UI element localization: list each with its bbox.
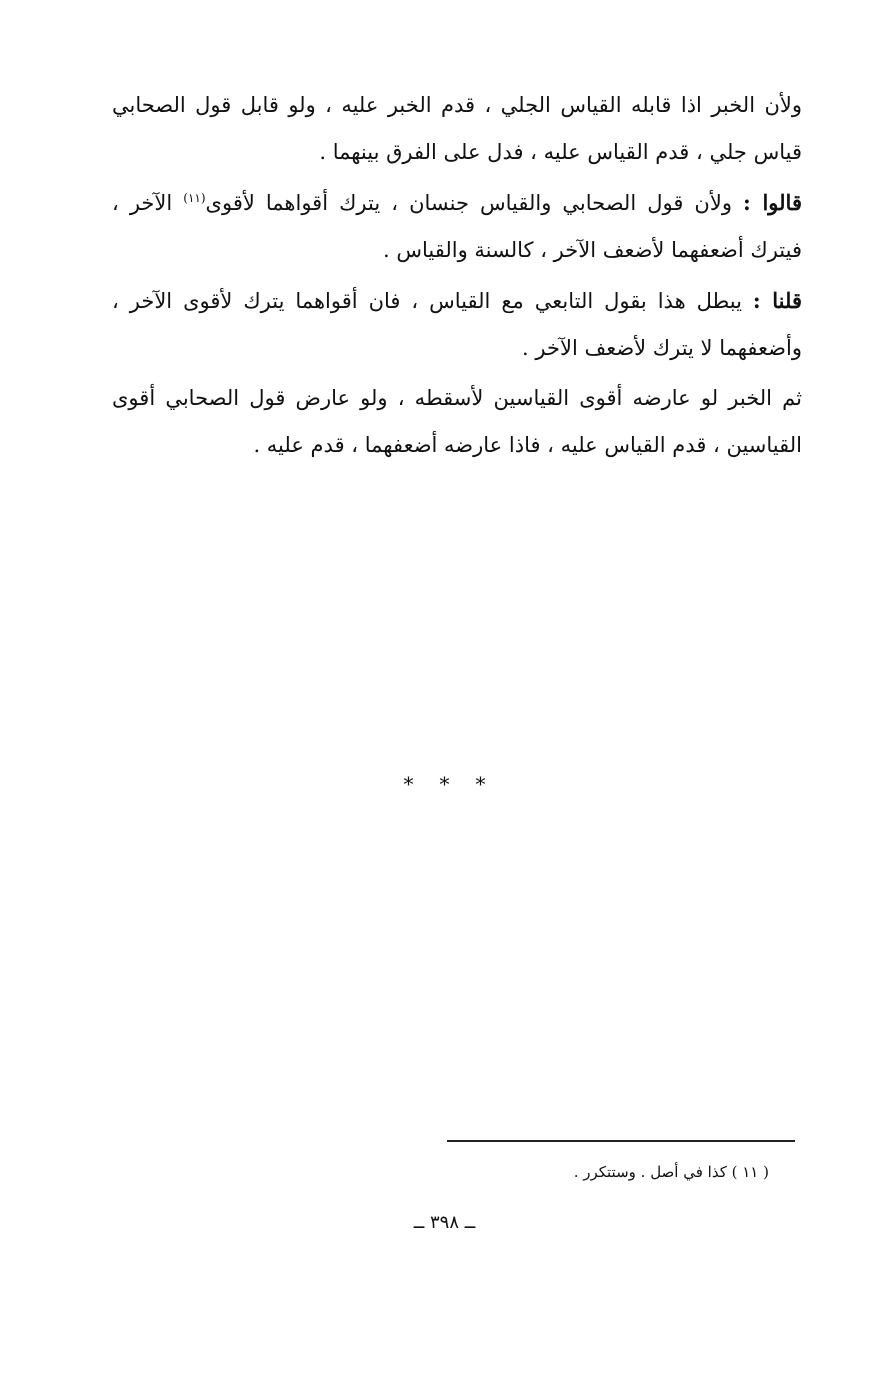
paragraph-2-lead: قالوا :: [743, 190, 802, 215]
paragraph-3: [112, 277, 802, 372]
separator-star: *: [475, 772, 486, 796]
paragraph-1-text: ولأن الخبر اذا قابله القياس الجلي ، قدم الخبر عليه ، ولو قابل قول الصحابي قياس جلي ، قدم القياس عليه ، فدل على الفرق بينهما .: [112, 93, 802, 164]
paragraph-2-text: ولأن قول الصحابي والقياس جنسان ، يترك أقواهما لأقوى: [205, 191, 744, 215]
footnote-reference: (١١): [183, 191, 206, 205]
footnote-rule: [447, 1140, 795, 1142]
paragraph-1: [112, 82, 802, 176]
separator-star: *: [439, 772, 450, 796]
footnote: ( ١١ ) كذا في أصل . وستتكرر .: [573, 1163, 769, 1181]
paragraph-3-lead: قلنا :: [752, 288, 802, 313]
paragraph-4: [112, 375, 802, 469]
main-text: [112, 82, 802, 472]
paragraph-2: [112, 179, 802, 274]
paragraph-2-text-cont: الآخر ، فيترك أضعفهما لأضعف الآخر ، كالسنة والقياس .: [112, 191, 802, 262]
paragraph-3-text: يبطل هذا بقول التابعي مع القياس ، فان أقواهما يترك لأقوى الآخر ، وأضعفهما لا يترك لأضعف الآخر .: [112, 289, 802, 360]
page-number: ــ ٣٩٨ ــ: [413, 1212, 476, 1233]
section-separator: [0, 772, 889, 796]
paragraph-4-text: ثم الخبر لو عارضه أقوى القياسين لأسقطه ، ولو عارض قول الصحابي أقوى القياسين ، قدم القياس عليه ، فاذا عارضه أضعفهما ، قدم عليه .: [112, 386, 802, 457]
separator-star: *: [403, 772, 414, 796]
